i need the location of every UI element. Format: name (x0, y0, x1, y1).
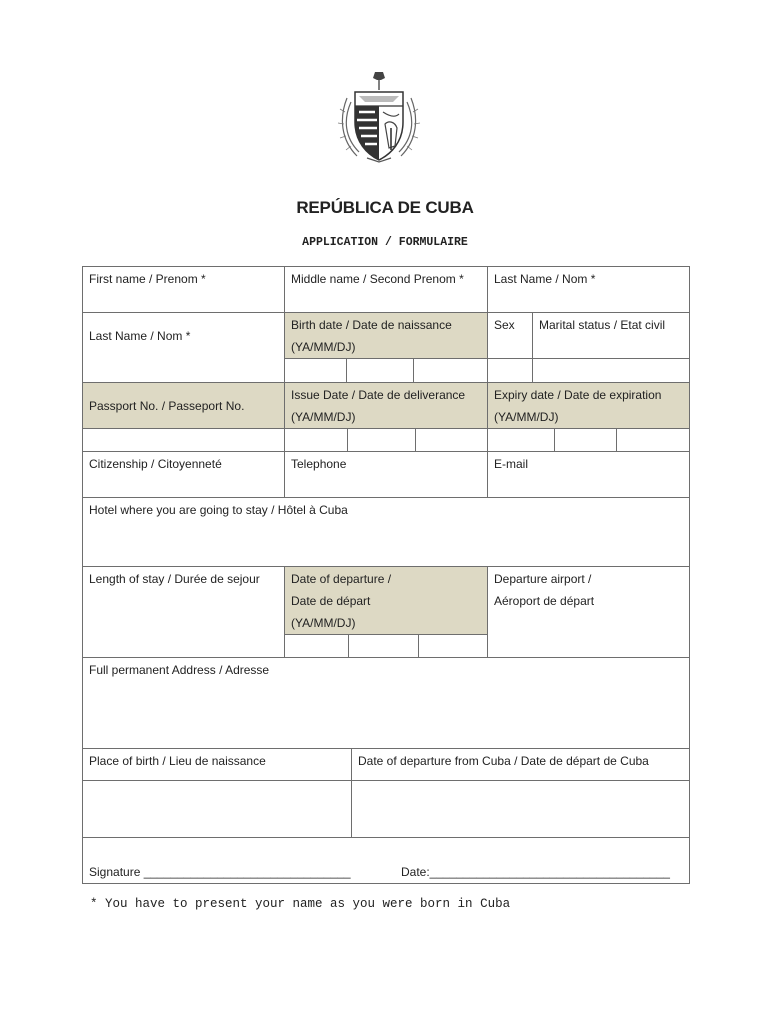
footnote: * You have to present your name as you were born in Cuba (90, 897, 511, 911)
marital-status-input[interactable] (532, 358, 690, 383)
passport-label: Passport No. / Passeport No. (89, 399, 245, 413)
birth-date-format: (YA/MM/DJ) (291, 340, 356, 354)
passport-input[interactable] (82, 428, 285, 452)
expiry-date-label: Expiry date / Date de expiration (494, 388, 662, 402)
departure-from-cuba-header (351, 748, 690, 781)
issue-date-format: (YA/MM/DJ) (291, 410, 356, 424)
issue-year-input[interactable] (284, 428, 348, 452)
birth-year-input[interactable] (284, 358, 347, 383)
email-label: E-mail (494, 457, 529, 471)
length-of-stay-label: Length of stay / Durée de sejour (89, 572, 260, 586)
page-title: REPÚBLICA DE CUBA (296, 198, 474, 217)
expiry-month-input[interactable] (554, 428, 617, 452)
departure-day-input[interactable] (418, 634, 488, 658)
length-of-stay-field[interactable] (82, 566, 285, 658)
telephone-label: Telephone (291, 457, 347, 471)
page-subtitle: APPLICATION / FORMULAIRE (302, 236, 468, 249)
telephone-field[interactable] (284, 451, 488, 498)
departure-airport-label-1: Departure airport / (494, 572, 592, 586)
birth-day-input[interactable] (413, 358, 488, 383)
last-name-label: Last Name / Nom * (89, 329, 191, 343)
departure-date-label-1: Date of departure / (291, 572, 392, 586)
issue-day-input[interactable] (415, 428, 488, 452)
departure-month-input[interactable] (348, 634, 419, 658)
place-of-birth-input[interactable] (82, 780, 352, 838)
departure-airport-field[interactable] (487, 566, 690, 658)
expiry-day-input[interactable] (616, 428, 690, 452)
departure-year-input[interactable] (284, 634, 349, 658)
expiry-date-format: (YA/MM/DJ) (494, 410, 559, 424)
signature-line[interactable]: Signature _______________________________ (89, 865, 351, 879)
sex-label: Sex (494, 318, 515, 332)
hotel-label: Hotel where you are going to stay / Hôtel à Cuba (89, 503, 348, 517)
departure-date-header (284, 566, 488, 635)
first-name-field[interactable] (82, 266, 285, 313)
birth-month-input[interactable] (346, 358, 414, 383)
issue-date-header (284, 382, 488, 429)
marital-status-header (532, 312, 690, 359)
expiry-date-header (487, 382, 690, 429)
departure-airport-label-2: Aéroport de départ (494, 594, 595, 608)
last-name-field[interactable] (82, 312, 285, 383)
place-of-birth-header (82, 748, 352, 781)
citizenship-field[interactable] (82, 451, 285, 498)
citizenship-label: Citizenship / Citoyenneté (89, 457, 222, 471)
hotel-field[interactable] (82, 497, 690, 567)
email-field[interactable] (487, 451, 690, 498)
address-field[interactable] (82, 657, 690, 749)
departure-from-cuba-label: Date of departure from Cuba / Date de départ de Cuba (358, 754, 649, 768)
departure-date-label-2: Date de départ (291, 594, 371, 608)
middle-name-field[interactable] (284, 266, 488, 313)
place-of-birth-label: Place of birth / Lieu de naissance (89, 754, 266, 768)
first-name-label: First name / Prenom * (89, 272, 206, 286)
sex-input[interactable] (487, 358, 533, 383)
birth-date-label: Birth date / Date de naissance (291, 318, 452, 332)
birth-date-header (284, 312, 488, 359)
last-name-top-label: Last Name / Nom * (494, 272, 596, 286)
passport-header (82, 382, 285, 429)
coat-of-arms-icon (333, 68, 425, 164)
issue-date-label: Issue Date / Date de deliverance (291, 388, 466, 402)
date-line[interactable]: Date:____________________________________ (401, 865, 670, 879)
sex-header (487, 312, 533, 359)
departure-from-cuba-input[interactable] (351, 780, 690, 838)
issue-month-input[interactable] (347, 428, 416, 452)
last-name-top-field[interactable] (487, 266, 690, 313)
expiry-year-input[interactable] (487, 428, 555, 452)
marital-status-label: Marital status / Etat civil (539, 318, 666, 332)
address-label: Full permanent Address / Adresse (89, 663, 270, 677)
departure-date-format: (YA/MM/DJ) (291, 616, 356, 630)
middle-name-label: Middle name / Second Prenom * (291, 272, 464, 286)
